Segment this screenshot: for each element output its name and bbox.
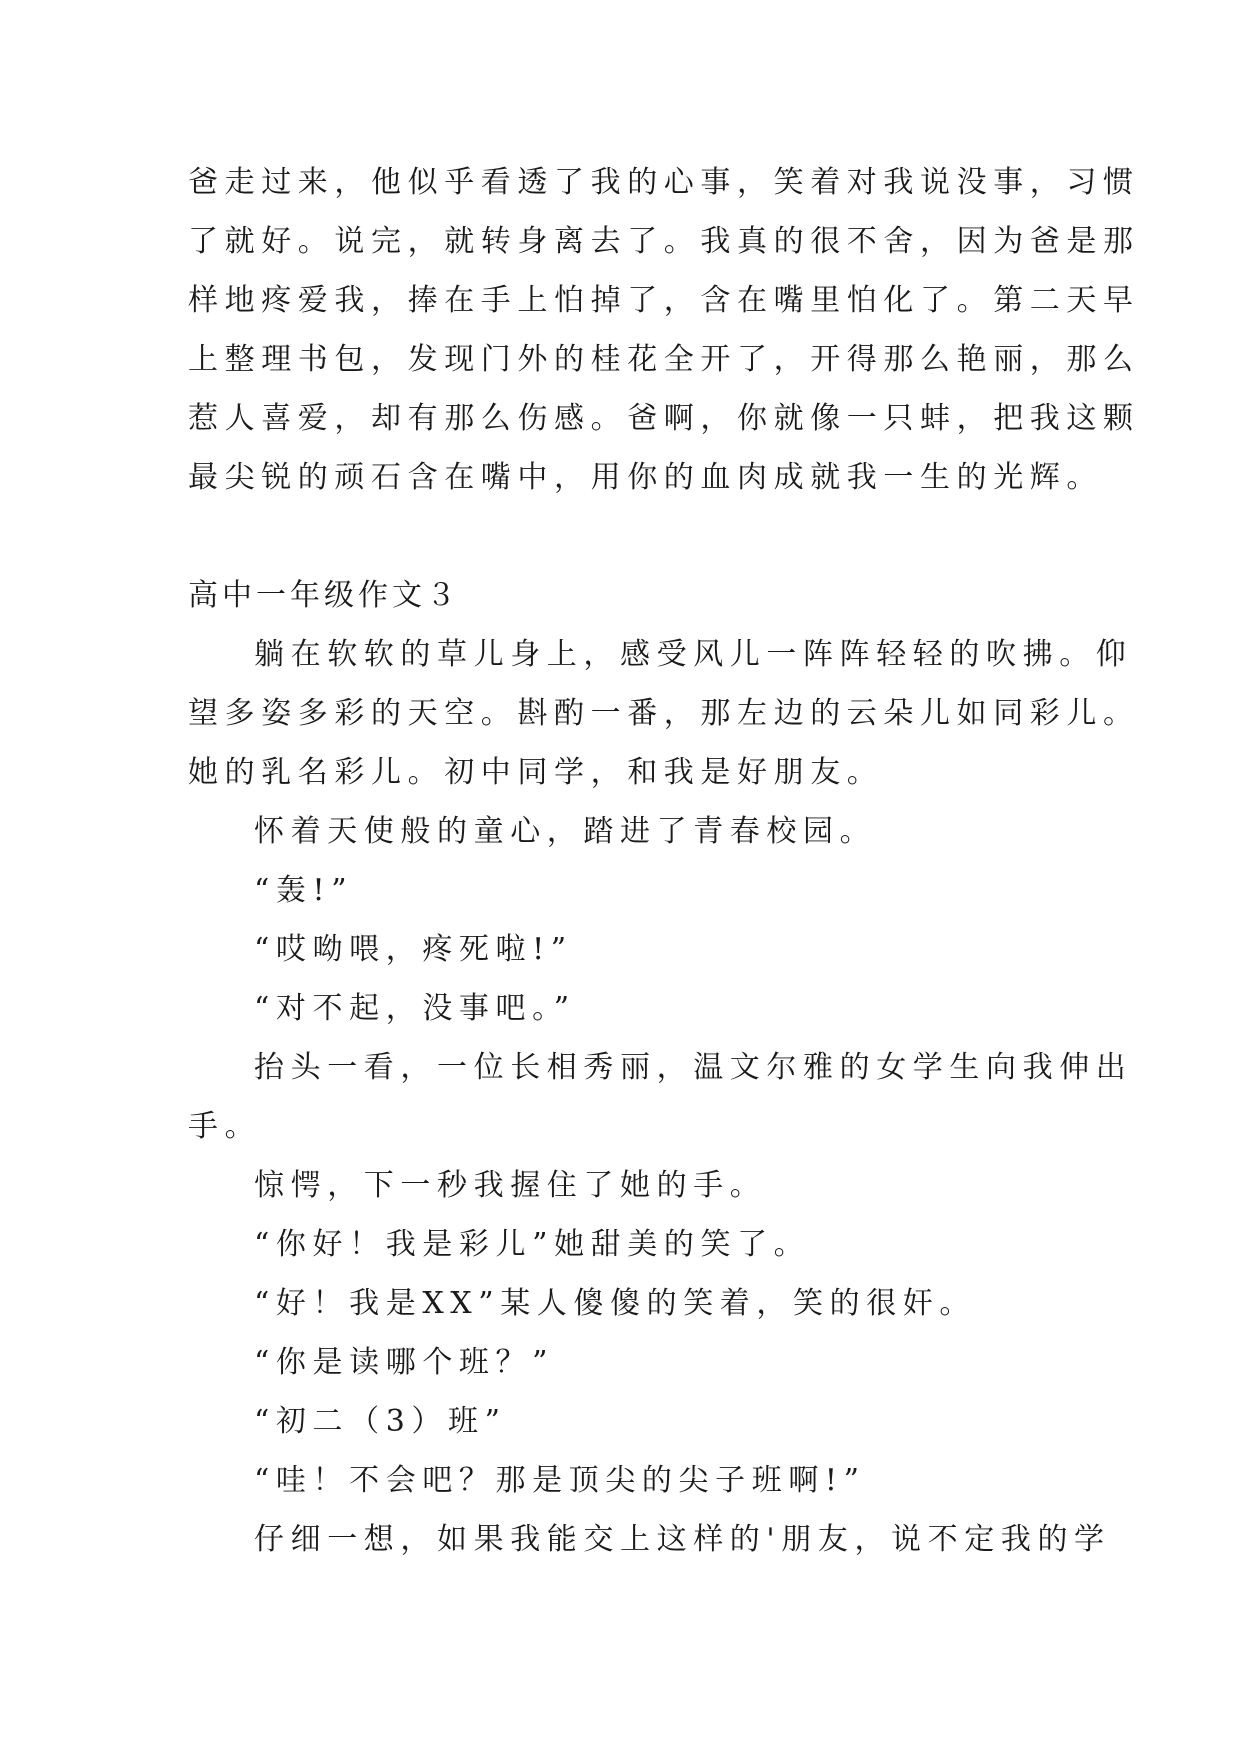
text-line: 样地疼爱我，捧在手上怕掉了，含在嘴里怕化了。第二天早 (188, 283, 1140, 318)
text-line: 惊愕，下一秒我握住了她的手。 (254, 1168, 767, 1203)
text-line: “哎呦喂，疼死啦!” (254, 932, 573, 967)
text-line: 上整理书包，发现门外的桂花全开了，开得那么艳丽，那么 (188, 342, 1140, 377)
text-line: 怀着天使般的童心，踏进了青春校园。 (254, 814, 877, 849)
text-line: 抬头一看，一位长相秀丽，温文尔雅的女学生向我伸出 (254, 1050, 1133, 1085)
text-line: 手。 (188, 1109, 262, 1144)
text-line: “轰!” (254, 873, 354, 908)
text-line: 她的乳名彩儿。初中同学，和我是好朋友。 (188, 755, 884, 790)
text-line: “初二（3）班” (254, 1404, 507, 1439)
text-line: “对不起，没事吧。” (254, 991, 576, 1026)
text-line: 躺在软软的草儿身上，感受风儿一阵阵轻轻的吹拂。仰 (254, 637, 1133, 672)
text-line: “哇！不会吧？那是顶尖的尖子班啊!” (254, 1463, 866, 1498)
text-line: “你是读哪个班？” (254, 1345, 555, 1380)
text-line: 最尖锐的顽石含在嘴中，用你的血肉成就我一生的光辉。 (188, 460, 1103, 495)
text-line: 了就好。说完，就转身离去了。我真的很不舍，因为爸是那 (188, 224, 1140, 259)
text-line: 惹人喜爱，却有那么伤感。爸啊，你就像一只蚌，把我这颗 (188, 401, 1140, 436)
text-line: 仔细一想，如果我能交上这样的'朋友，说不定我的学 (254, 1522, 1111, 1557)
text-line: 望多姿多彩的天空。斟酌一番，那左边的云朵儿如同彩儿。 (188, 696, 1140, 731)
text-line: “好！我是XX”某人傻傻的笑着，笑的很奸。 (254, 1286, 976, 1321)
text-line: “你好！我是彩儿”她甜美的笑了。 (254, 1227, 811, 1262)
section-title: 高中一年级作文３ (188, 578, 460, 613)
text-line: 爸走过来，他似乎看透了我的心事，笑着对我说没事，习惯 (188, 165, 1140, 200)
